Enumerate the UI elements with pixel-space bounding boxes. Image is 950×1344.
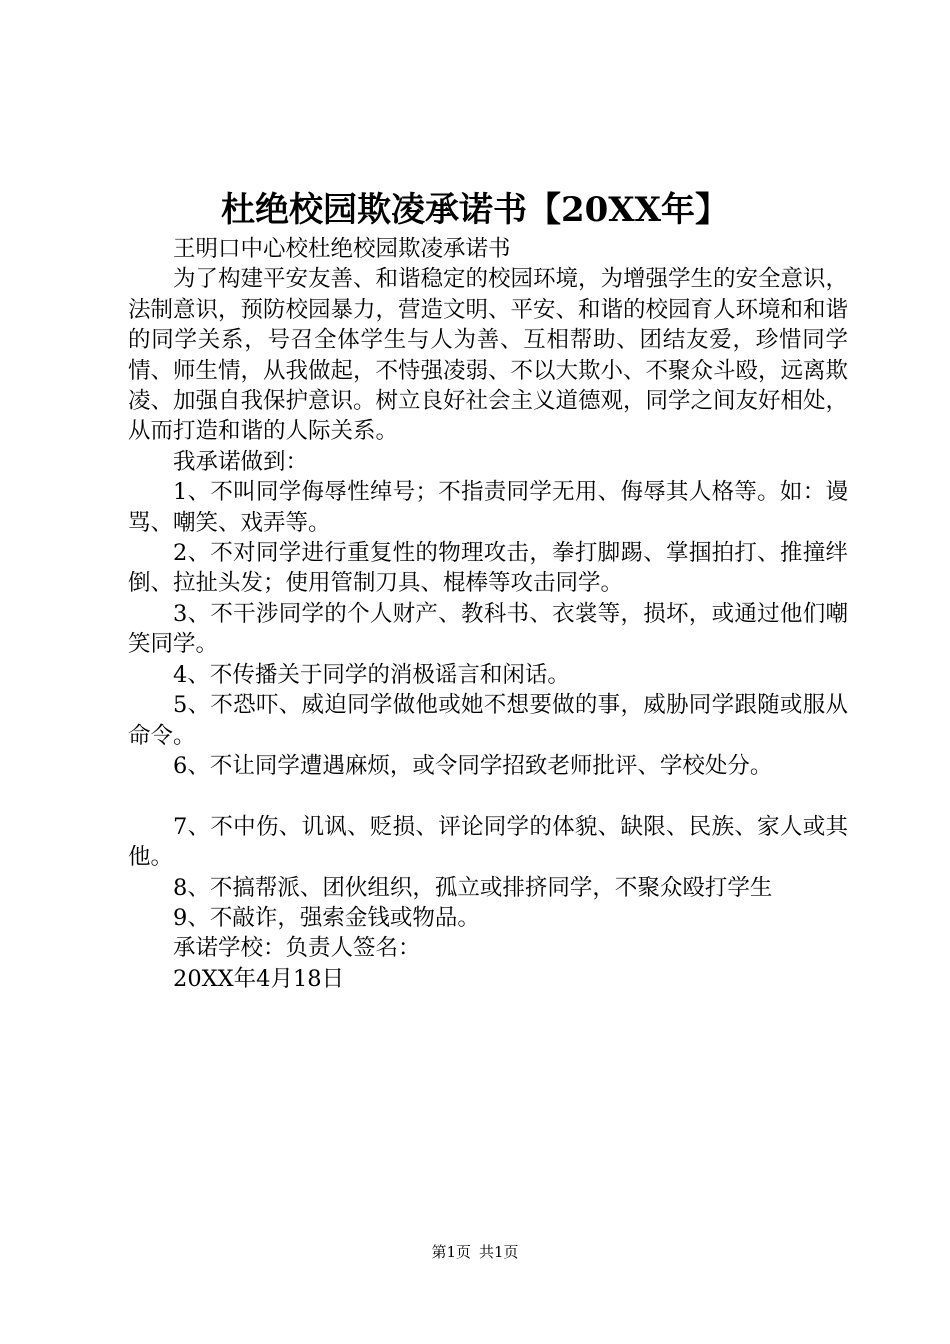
- signature-line: 承诺学校：负责人签名：: [173, 935, 421, 962]
- pledge-item-4: 4、不传播关于同学的消极谣言和闲话。: [173, 661, 570, 688]
- page-footer: [0, 1242, 950, 1262]
- blank-line: [128, 781, 848, 811]
- intro-paragraph: 为了构建平安友善、和谐稳定的校园环境，为增强学生的安全意识，法制意识，预防校园暴力，营造文明、平安、和谐的校园育人环境和和谐的同学关系，号召全体学生与人为善、互相帮助、团结友爱，珍惜同学情、师生情，从我做起，不恃强凌弱、不以大欺小、不聚众斗殴，远离欺凌、加强自我保护意识。树立良好社会主义道德观，同学之间友好相处，从而打造和谐的人际关系。: [128, 266, 849, 445]
- page-number: 第1页: [431, 1243, 471, 1261]
- pledge-lead: 我承诺做到：: [173, 448, 309, 475]
- pledge-item-6: 6、不让同学遭遇麻烦，或令同学招致老师批评、学校处分。: [173, 752, 773, 779]
- pledge-item-5: 5、不恐吓、威迫同学做他或她不想要做的事，威胁同学跟随或服从命令。: [128, 692, 848, 749]
- pledge-item-1: 1、不叫同学侮辱性绰号；不指责同学无用、侮辱其人格等。如：谩骂、嘲笑、戏弄等。: [128, 479, 848, 536]
- pledge-item-7: 7、不中伤、讥讽、贬损、评论同学的体貌、缺限、民族、家人或其他。: [128, 813, 848, 871]
- page-total: 共1页: [479, 1243, 519, 1261]
- pledge-item-9: 9、不敲诈，强索金钱或物品。: [173, 904, 480, 931]
- pledge-item-8: 8、不搞帮派、团伙组织，孤立或排挤同学，不聚众殴打学生: [173, 874, 773, 901]
- pledge-item-2: 2、不对同学进行重复性的物理攻击，拳打脚踢、掌掴拍打、推撞绊倒、拉扯头发；使用管制刀具、棍棒等攻击同学。: [128, 540, 848, 597]
- pledge-heading: 王明口中心校杜绝校园欺凌承诺书: [173, 236, 511, 262]
- document-body: [128, 234, 848, 994]
- pledge-item-3: 3、不干涉同学的个人财产、教科书、衣裳等，损坏，或通过他们嘲笑同学。: [128, 600, 848, 658]
- document-title: 杜绝校园欺凌承诺书【20XX年】: [220, 190, 730, 230]
- date-line: 20XX年4月18日: [173, 965, 345, 992]
